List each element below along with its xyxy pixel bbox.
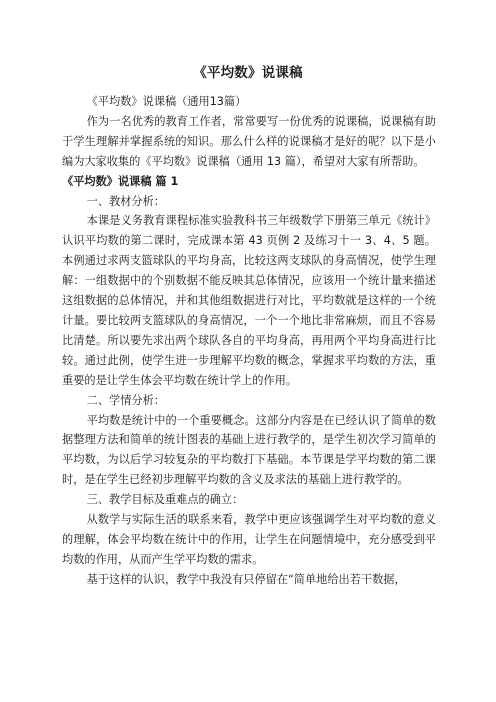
document-body <box>62 92 436 590</box>
document-title: 《平均数》说课稿 <box>193 65 303 81</box>
paragraph-teaching-approach: 基于这样的认识，教学中我没有只停留在“简单地给出若干数据， <box>86 572 406 586</box>
paragraph-textbook-analysis: 本课是义务教育课程标准实验教科书三年级数学下册第三单元《统计》认识平均数的第二课时，完成课本第 43 页例 2 及练习十一 3、4、5 题。本例通过求两支篮球队的平均身高，比较这两支球队的身高情况，使学生理解：一组数据中的个别数据不能反映其总体情况，应该用一个统计量来描述这组数据的总体情况，并和其他组数据进行对比，平均数就是这样的一个统计量。要比较两支篮球队的身高情况，一个一个地比非常麻烦，而且不容易比清楚。所以要先求出两个球队各自的平均身高，再用两个平均身高进行比较。通过此例，使学生进一步理解平均数的概念，掌握求平均数的方法，重重要的是让学生体会平均数在统计学上的作用。 <box>62 214 436 387</box>
paragraph-teaching-goals: 从数学与实际生活的联系来看，教学中更应该强调学生对平均数的意义的理解，体会平均数在统计中的作用，让学生在问题情境中，充分感受到平均数的作用，从而产生学平均数的需求。 <box>62 513 436 566</box>
heading-teaching-goals: 三、教学目标及重难点的确立： <box>86 493 244 507</box>
heading-student-analysis: 二、学情分析： <box>86 393 165 407</box>
subtitle-paragraph: 《平均数》说课稿（通用13篇） <box>86 95 247 108</box>
section-heading: 《平均数》说课稿 篇 1 <box>62 174 179 188</box>
heading-textbook-analysis: 一、教材分析： <box>86 194 165 208</box>
intro-paragraph: 作为一名优秀的教育工作者，常常要写一份优秀的说课稿，说课稿有助于学生理解并掌握系统的知识。那么什么样的说课稿才是好的呢？以下是小编为大家收集的《平均数》说课稿（通用 13 篇），希望对大家有所帮助。 <box>62 114 436 168</box>
paragraph-student-analysis: 平均数是统计中的一个重要概念。这部分内容是在已经认识了简单的数据整理方法和简单的统计图表的基础上进行教学的，是学生初次学习简单的平均数，为以后学习较复杂的平均数打下基础。本节课是学平均数的第二课时，是在学生已经初步理解平均数的含义及求法的基础上进行教学的。 <box>62 413 436 487</box>
